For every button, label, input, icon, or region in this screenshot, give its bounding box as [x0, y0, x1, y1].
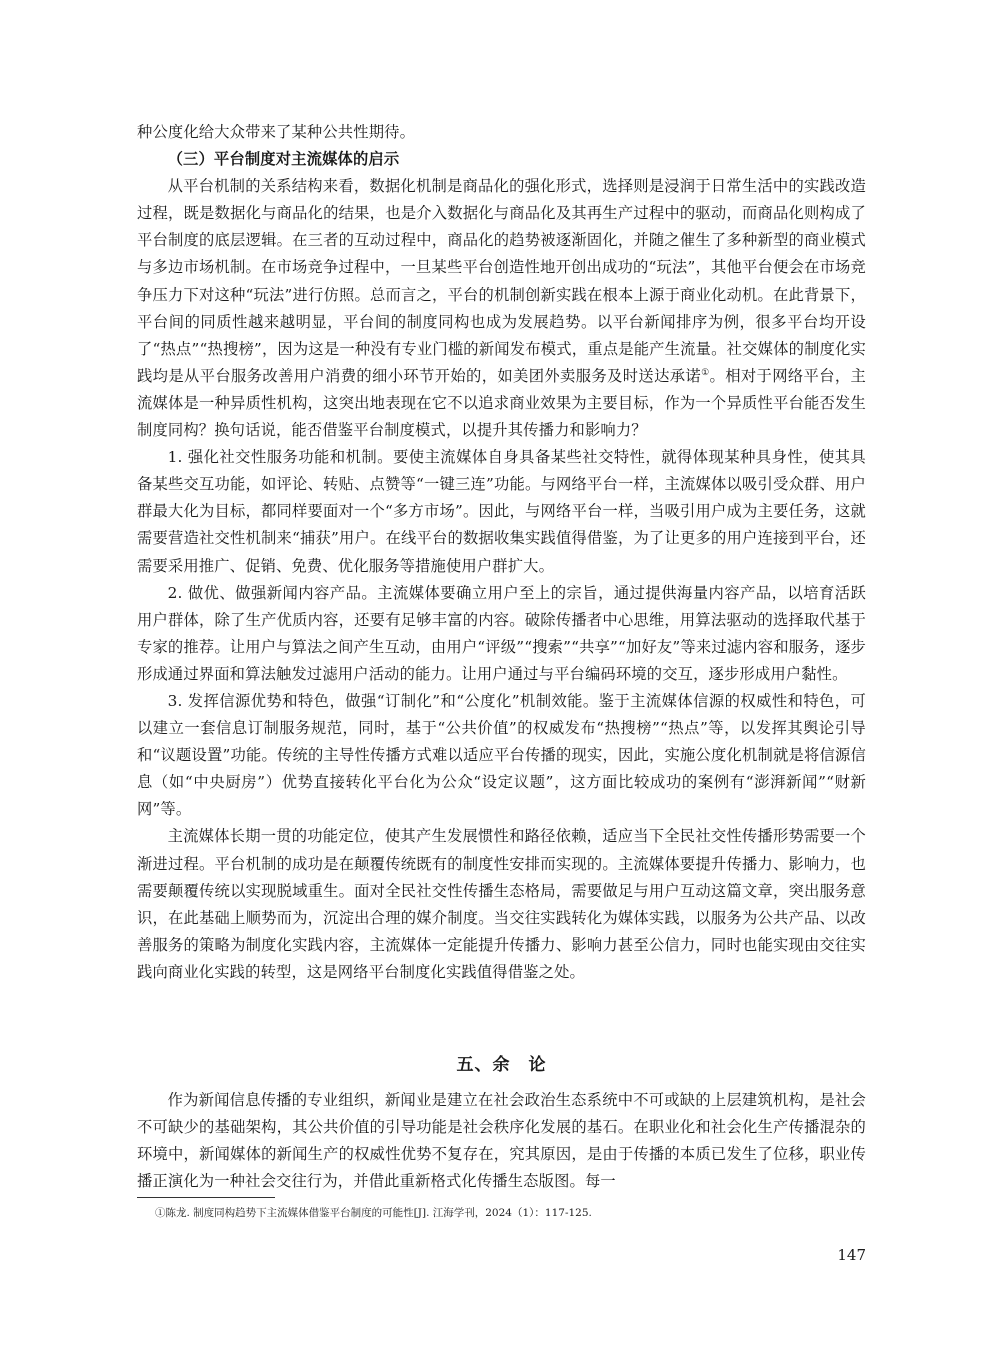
main-text-bottom: [137, 1087, 866, 1195]
section-paragraph-1: 作为新闻信息传播的专业组织，新闻业是建立在社会政治生态系统中不可或缺的上层建筑机构，是社会不可缺少的基础架构，其公共价值的引导功能是社会秩序化发展的基石。在职业化和社会化生产传播混杂的环境中，新闻媒体的新闻生产的权威性优势不复存在，究其原因，是由于传播的本质已发生了位移，职业传播正演化为一种社会交往行为，并借此重新格式化传播生态版图。每一: [137, 1091, 866, 1191]
page-number: 147: [837, 1246, 866, 1264]
body-paragraph-5: 主流媒体长期一贯的功能定位，使其产生发展惯性和路径依赖，适应当下全民社交性传播形势需要一个渐进过程。平台机制的成功是在颠覆传统既有的制度性安排而实现的。主流媒体要提升传播力、影响力，也需要颠覆传统以实现脱域重生。面对全民社交性传播生态格局，需要做足与用户互动这篇文章，突出服务意识，在此基础上顺势而为，沉淀出合理的媒介制度。当交往实践转化为媒体实践，以服务为公共产品、以改善服务的策略为制度化实践内容，主流媒体一定能提升传播力、影响力甚至公信力，同时也能实现由交往实践向商业化实践的转型，这是网络平台制度化实践值得借鉴之处。: [137, 827, 866, 981]
continuation-paragraph: 种公度化给大众带来了某种公共性期待。: [137, 123, 416, 141]
body-paragraph-2: 1. 强化社交性服务功能和机制。要使主流媒体自身具备某些社交特性，就得体现某种具身性，使其具备某些交互功能，如评论、转贴、点赞等“一键三连”功能。与网络平台一样，主流媒体以吸引受众群、用户群最大化为目标，都同样要面对一个“多方市场”。因此，与网络平台一样，当吸引用户成为主要任务，这就需要营造社交性机制来“捕获”用户。在线平台的数据收集实践值得借鉴，为了让更多的用户连接到平台，还需要采用推广、促销、免费、优化服务等措施使用户群扩大。: [137, 448, 866, 575]
body-paragraph-4: 3. 发挥信源优势和特色，做强“订制化”和“公度化”机制效能。鉴于主流媒体信源的权威性和特色，可以建立一套信息订制服务规范，同时，基于“公共价值”的权威发布“热搜榜”“热点”等，以发挥其舆论引导和“议题设置”功能。传统的主导性传播方式难以适应平台传播的现实，因此，实施公度化机制就是将信源信息（如“中央厨房”）优势直接转化平台化为公众“设定议题”，这方面比较成功的案例有“澎湃新闻”“财新网”等。: [137, 691, 866, 819]
footnote-marker[interactable]: ①: [701, 367, 710, 378]
section-heading: 五、余 论: [456, 1055, 547, 1075]
subheading: （三）平台制度对主流媒体的启示: [167, 150, 400, 169]
body-paragraph-3: 2. 做优、做强新闻内容产品。主流媒体要确立用户至上的宗旨，通过提供海量内容产品，以培育活跃用户群体，除了生产优质内容，还要有足够丰富的内容。破除传播者中心思维，用算法驱动的选择取代基于专家的推荐。让用户与算法之间产生互动，由用户“评级”“搜索”“共享”“加好友”等来过滤内容和服务，逐步形成通过界面和算法触发过滤用户活动的能力。让用户通过与平台编码环境的交互，逐步形成用户黏性。: [137, 583, 866, 683]
paragraph-1-text-continued: 。相对于网络平台，主流媒体是一种异质性机构，这突出地表现在它不以追求商业效果为主要目标，作为一个异质性平台能否发生制度同构？换句话说，能否借鉴平台制度模式，以提升其传播力和影响力？: [137, 366, 866, 440]
main-text-top: [137, 119, 866, 986]
paragraph-1-text: 从平台机制的关系结构来看，数据化机制是商品化的强化形式，选择则是浸润于日常生活中的实践改造过程，既是数据化与商品化的结果，也是介入数据化与商品化及其再生产过程中的驱动，而商品化则构成了平台制度的底层逻辑。在三者的互动过程中，商品化的趋势被逐渐固化，并随之催生了多种新型的商业模式与多边市场机制。在市场竞争过程中，一旦某些平台创造性地开创出成功的“玩法”，其他平台便会在市场竞争压力下对这种“玩法”进行仿照。总而言之，平台的机制创新实践在根本上源于商业化动机。在此背景下，平台间的同质性越来越明显，平台间的制度同构也成为发展趋势。以平台新闻排序为例，很多平台均开设了“热点”“热搜榜”，因为这是一种没有专业门槛的新闻发布模式，重点是能产生流量。社交媒体的制度化实践均是从平台服务改善用户消费的细小环节开始的，如美团外卖服务及时送达承诺: [137, 177, 866, 385]
body-paragraph-1: [137, 173, 866, 444]
footnote: ①陈龙. 制度同构趋势下主流媒体借鉴平台制度的可能性[J]. 江海学刊，2024（1）：117-125.: [155, 1207, 592, 1219]
footnote-divider: [137, 1197, 275, 1198]
